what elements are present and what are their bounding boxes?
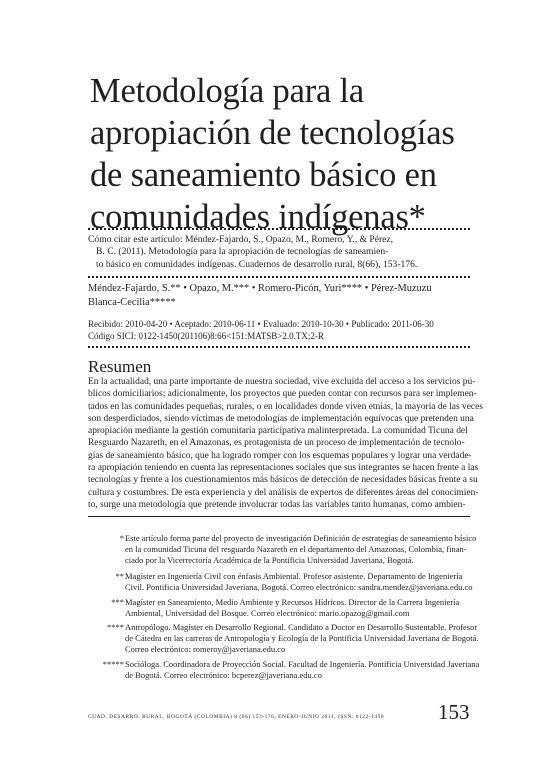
footnote-line: Este artículo forma parte del proyecto de investigación Definición de estrategias de saneamiento básico xyxy=(125,533,477,543)
citation-line: B. C. (2011). Metodología para la apropiación de tecnologías de saneamien- xyxy=(96,246,389,258)
authors-line: Méndez-Fajardo, S.** • Opazo, M.*** • Romero-Picón, Yuri**** • Pérez-Muzuzu xyxy=(88,283,432,294)
abstract-line: En la actualidad, una parte importante de nuestra sociedad, vive excluida del acceso a los servicios pú- xyxy=(88,377,476,387)
abstract-line: son desperdiciados, siendo víctimas de metodologías de implementación equívocas que pretenden una xyxy=(88,413,474,424)
abstract-line: blicos domiciliarios; adicionalmente, los proyectos que pueden contar con recursos para ser implemen- xyxy=(88,389,477,400)
publication-dates xyxy=(88,319,468,343)
footnote-mark: ***** xyxy=(102,659,124,669)
footnote-separator xyxy=(88,516,470,517)
footnote-mark: * xyxy=(119,533,124,543)
footnote-mark: **** xyxy=(107,622,124,632)
dates-line: Recibido: 2010-04-20 • Aceptado: 2010-06-11 • Evaluado: 2010-10-30 • Publicado: 2011-06-30 xyxy=(88,319,434,329)
abstract-text xyxy=(88,376,483,511)
abstract-line: tecnologías y frente a los cuestionamientos más básicos de detección de necesidades básicas frente a su xyxy=(88,475,478,486)
title-line: apropiación de tecnologías xyxy=(90,114,455,152)
abstract-line: gías de saneamiento básico, que ha logrado romper con los esquemas populares y lograr una verdade- xyxy=(88,450,472,461)
authors-line: Blanca-Cecilia***** xyxy=(88,296,176,308)
footnote-line: de Bogotá. Correo electrónico: bcperez@javeriana.edu.co xyxy=(125,670,322,681)
footnote-mark: *** xyxy=(111,597,124,607)
footnote-line: Correo electrónico: romeroy@javeriana.edu.co xyxy=(125,644,286,655)
abstract-line: to, surge una metodología que pretende involucrar todas las variables tanto humanas, como ambien- xyxy=(88,499,466,510)
title-line: Metodología para la xyxy=(90,72,365,110)
footnote-line: Magíster en Ingeniería Civil con énfasis Ambiental. Profesor asistente. Departamento de Ingeniería xyxy=(125,571,463,581)
citation-block xyxy=(88,234,468,271)
article-title xyxy=(90,70,490,238)
journal-footer: CUAD. DESARRO. RURAL, BOGOTÁ (COLOMBIA) 8 (66) 153-176, ENERO-JUNIO 2011, ISSN: 0122-1450 xyxy=(88,714,385,720)
page-number: 153 xyxy=(438,700,470,724)
footnote-line: Socióloga. Coordinadora de Proyección Social. Facultad de Ingeniería. Pontificia Universidad Javeriana xyxy=(125,659,480,669)
abstract-line: Resguardo Nazareth, en el Amazonas, es protagonista de un proceso de implementación de tecnolo- xyxy=(88,438,465,449)
footnote-line: ciado por la Vicerrectoría Académica de la Pontificia Universidad Javeriana, Bogotá. xyxy=(125,555,414,566)
sici-code: Código SICI: 0122-1450(201106)8:66<151:MATSB>2.0.TX;2-R xyxy=(88,330,324,341)
title-line: comunidades indígenas* xyxy=(90,198,426,236)
footnote-line: Antropólogo. Magíster en Desarrollo Regional. Candidato a Doctor en Desarrollo Sustentable. Profesor xyxy=(125,622,478,632)
abstract-line: ra apropiación teniendo en cuenta las representaciones sociales que sus integrantes se hacen frente a las xyxy=(88,463,479,474)
dotted-divider xyxy=(88,346,470,348)
footnote-line: de Cátedra en las carreras de Antropología y Ecología de la Pontificia Universidad Javeriana de Bogotá. xyxy=(125,633,479,644)
footnote-mark: ** xyxy=(115,571,124,581)
abstract-line: tados en las comunidades pequeñas, rurales, o en localidades donde viven etnias, la mayoría de las veces xyxy=(88,401,483,412)
dotted-divider xyxy=(88,276,470,278)
abstract-heading: Resumen xyxy=(88,357,152,376)
dotted-divider xyxy=(88,228,470,230)
footnote-line: en la comunidad Ticuna del resguardo Nazareth en el departamento del Amazonas, Colombia, finan- xyxy=(125,544,467,555)
citation-line: to básico en comunidades indígenas. Cuadernos de desarrollo rural, 8(66), 153-176. xyxy=(96,258,418,270)
abstract-line: cultura y costumbres. De esta experiencia y del análisis de expertos de diferentes áreas del conocimien- xyxy=(88,487,479,498)
footnote-line: Civil. Pontificia Universidad Javeriana, Bogotá. Correo electrónico: sandra.mendez@javeriana.edu.co xyxy=(125,582,473,593)
footnote-line: Magíster en Saneamiento, Medio Ambiente y Recursos Hídricos. Director de la Carrera Ingeniería xyxy=(125,597,460,607)
abstract-line: apropiación mediante la gestión comunitaria participativa malinterpretada. La comunidad Ticuna del xyxy=(88,426,468,437)
footnote-line: Ambiental, Universidad del Bosque. Correo electrónico: mario.opazog@gmail.com xyxy=(125,608,410,619)
authors-list xyxy=(88,282,468,309)
title-line: de saneamiento básico en xyxy=(90,156,437,194)
citation-line: Cómo citar este artículo: Méndez-Fajardo, S., Opazo, M., Romero, Y., & Pérez, xyxy=(88,234,394,245)
